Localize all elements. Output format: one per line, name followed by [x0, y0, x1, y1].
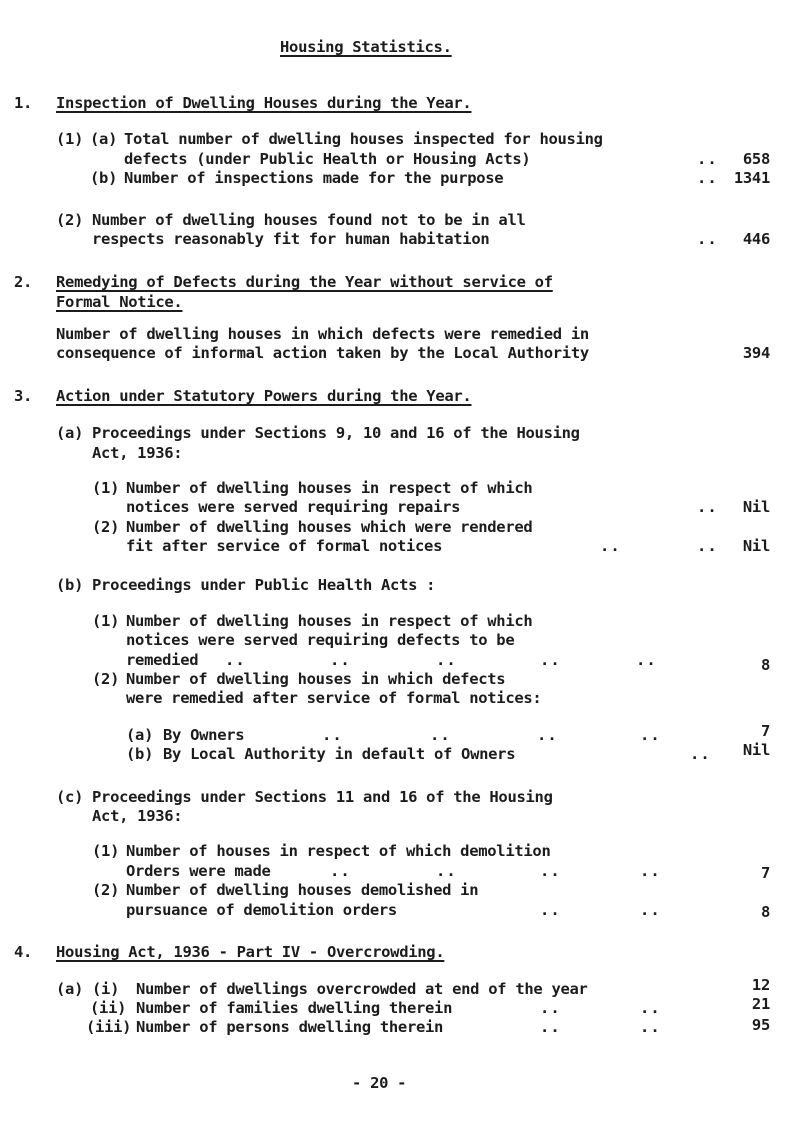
- section-3b-1-line-3: remedied: [126, 651, 199, 669]
- section-3b-2-line-2: were remedied after service of formal notices:: [126, 689, 542, 707]
- section-3b-2-number: (2): [92, 670, 120, 688]
- section-3a-2-leader-2: ..: [697, 537, 718, 555]
- section-1-number: 1.: [14, 94, 33, 112]
- section-3a-2-leader-1: ..: [600, 537, 621, 555]
- item-2-leader: ..: [697, 230, 718, 248]
- owners-a-value: 7: [760, 722, 770, 740]
- owners-a-leader-1: ..: [322, 726, 343, 744]
- section-3a-line-2: Act, 1936:: [92, 444, 183, 462]
- section-3c-line-1: Proceedings under Sections 11 and 16 of the Housing: [92, 788, 553, 806]
- section-4-iii-leader-2: ..: [640, 1018, 661, 1036]
- owners-a-leader-4: ..: [640, 726, 661, 744]
- section-3b-line-1: Proceedings under Public Health Acts :: [92, 576, 436, 594]
- section-4-i-number: (i): [92, 980, 120, 998]
- section-4-i-text: Number of dwellings overcrowded at end of the year: [136, 980, 588, 998]
- item-1-number: (1): [56, 130, 84, 148]
- section-3c-1-leader-1: ..: [330, 862, 351, 880]
- section-2-value: 394: [742, 344, 770, 362]
- section-3a-2-line-1: Number of dwelling houses which were rendered: [126, 518, 533, 536]
- section-3a-2-number: (2): [92, 518, 120, 536]
- section-3a-1-value: Nil: [742, 498, 770, 516]
- section-4-ii-leader-1: ..: [540, 999, 561, 1017]
- owners-b-leader: ..: [690, 745, 711, 763]
- section-3c-1-number: (1): [92, 842, 120, 860]
- item-1b-label: (b): [90, 169, 118, 187]
- section-3b-2-line-1: Number of dwelling houses in which defects: [126, 670, 506, 688]
- item-2-value: 446: [742, 230, 770, 248]
- section-2-line-1: Number of dwelling houses in which defects were remedied in: [56, 325, 589, 343]
- section-3c-1-line-1: Number of houses in respect of which demolition: [126, 842, 551, 860]
- section-3c-1-leader-3: ..: [540, 862, 561, 880]
- item-1a-label: (a): [90, 130, 118, 148]
- section-3c-2-line-1: Number of dwelling houses demolished in: [126, 881, 479, 899]
- owners-a-leader-2: ..: [430, 726, 451, 744]
- section-3a-1-line-1: Number of dwelling houses in respect of which: [126, 479, 533, 497]
- owners-b-label: (b): [126, 745, 154, 763]
- section-3b-1-value: 8: [760, 656, 770, 674]
- item-2-number: (2): [56, 211, 84, 229]
- section-1-heading: Inspection of Dwelling Houses during the Year.: [56, 94, 472, 112]
- section-3b-1-line-2: notices were served requiring defects to be: [126, 631, 515, 649]
- section-3b-1-line-1: Number of dwelling houses in respect of which: [126, 612, 533, 630]
- section-3b-1-leader-1: ..: [225, 651, 246, 669]
- section-3c-1-value: 7: [760, 864, 770, 882]
- item-1a-leader: ..: [697, 150, 718, 168]
- section-4-ii-value: 21: [751, 995, 770, 1013]
- section-4-ii-text: Number of families dwelling therein: [136, 999, 453, 1017]
- item-1a-line-2: defects (under Public Health or Housing Acts): [124, 150, 531, 168]
- section-3c-1-leader-4: ..: [640, 862, 661, 880]
- section-3-heading: Action under Statutory Powers during the Year.: [56, 387, 472, 405]
- section-4-heading: Housing Act, 1936 - Part IV - Overcrowding.: [56, 943, 445, 961]
- owners-a-label: (a): [126, 726, 154, 744]
- section-3a-1-line-2: notices were served requiring repairs: [126, 498, 461, 516]
- section-3a-1-leader: ..: [697, 498, 718, 516]
- section-4-iii-text: Number of persons dwelling therein: [136, 1018, 444, 1036]
- section-4-i-value: 12: [751, 976, 770, 994]
- item-1a-line-1: Total number of dwelling houses inspected for housing: [124, 130, 603, 148]
- section-4-ii-number: (ii): [90, 999, 127, 1017]
- section-4-iii-number: (iii): [86, 1018, 132, 1036]
- section-3a-2-value: Nil: [742, 537, 770, 555]
- section-4-number: 4.: [14, 943, 33, 961]
- section-3c-2-value: 8: [760, 903, 770, 921]
- item-1b-value: 1341: [733, 169, 770, 187]
- section-3-number: 3.: [14, 387, 33, 405]
- section-2-line-2: consequence of informal action taken by the Local Authority: [56, 344, 589, 362]
- section-3a-line-1: Proceedings under Sections 9, 10 and 16 of the Housing: [92, 424, 580, 442]
- section-3c-1-line-2: Orders were made: [126, 862, 271, 880]
- page-number: - 20 -: [352, 1074, 407, 1092]
- section-3b-label: (b): [56, 576, 84, 594]
- section-3c-2-leader-2: ..: [640, 901, 661, 919]
- owners-a-text: By Owners: [163, 726, 245, 744]
- section-3a-1-number: (1): [92, 479, 120, 497]
- section-4a-label: (a): [56, 980, 84, 998]
- section-3b-1-leader-4: ..: [540, 651, 561, 669]
- owners-a-leader-3: ..: [537, 726, 558, 744]
- section-3c-line-2: Act, 1936:: [92, 807, 183, 825]
- item-1b-leader: ..: [697, 169, 718, 187]
- page-title: Housing Statistics.: [280, 38, 452, 56]
- owners-b-value: Nil: [742, 741, 770, 759]
- owners-b-text: By Local Authority in default of Owners: [163, 745, 516, 763]
- section-3b-1-leader-5: ..: [636, 651, 657, 669]
- section-4-iii-value: 95: [751, 1016, 770, 1034]
- section-3b-1-leader-2: ..: [330, 651, 351, 669]
- section-4-ii-leader-2: ..: [640, 999, 661, 1017]
- section-3c-2-line-2: pursuance of demolition orders: [126, 901, 397, 919]
- section-3a-label: (a): [56, 424, 84, 442]
- section-2-heading-line-1: Remedying of Defects during the Year without service of: [56, 273, 553, 291]
- item-2-line-1: Number of dwelling houses found not to be in all: [92, 211, 526, 229]
- section-3b-1-leader-3: ..: [436, 651, 457, 669]
- section-3c-2-number: (2): [92, 881, 120, 899]
- section-3c-2-leader-1: ..: [540, 901, 561, 919]
- item-2-line-2: respects reasonably fit for human habitation: [92, 230, 490, 248]
- section-4-iii-leader-1: ..: [540, 1018, 561, 1036]
- section-2-number: 2.: [14, 273, 33, 291]
- item-1a-value: 658: [742, 150, 770, 168]
- section-3c-label: (c): [56, 788, 84, 806]
- item-1b-line-1: Number of inspections made for the purpose: [124, 169, 504, 187]
- section-2-heading-line-2: Formal Notice.: [56, 293, 183, 311]
- section-3c-1-leader-2: ..: [436, 862, 457, 880]
- section-3b-1-number: (1): [92, 612, 120, 630]
- section-3a-2-line-2: fit after service of formal notices: [126, 537, 443, 555]
